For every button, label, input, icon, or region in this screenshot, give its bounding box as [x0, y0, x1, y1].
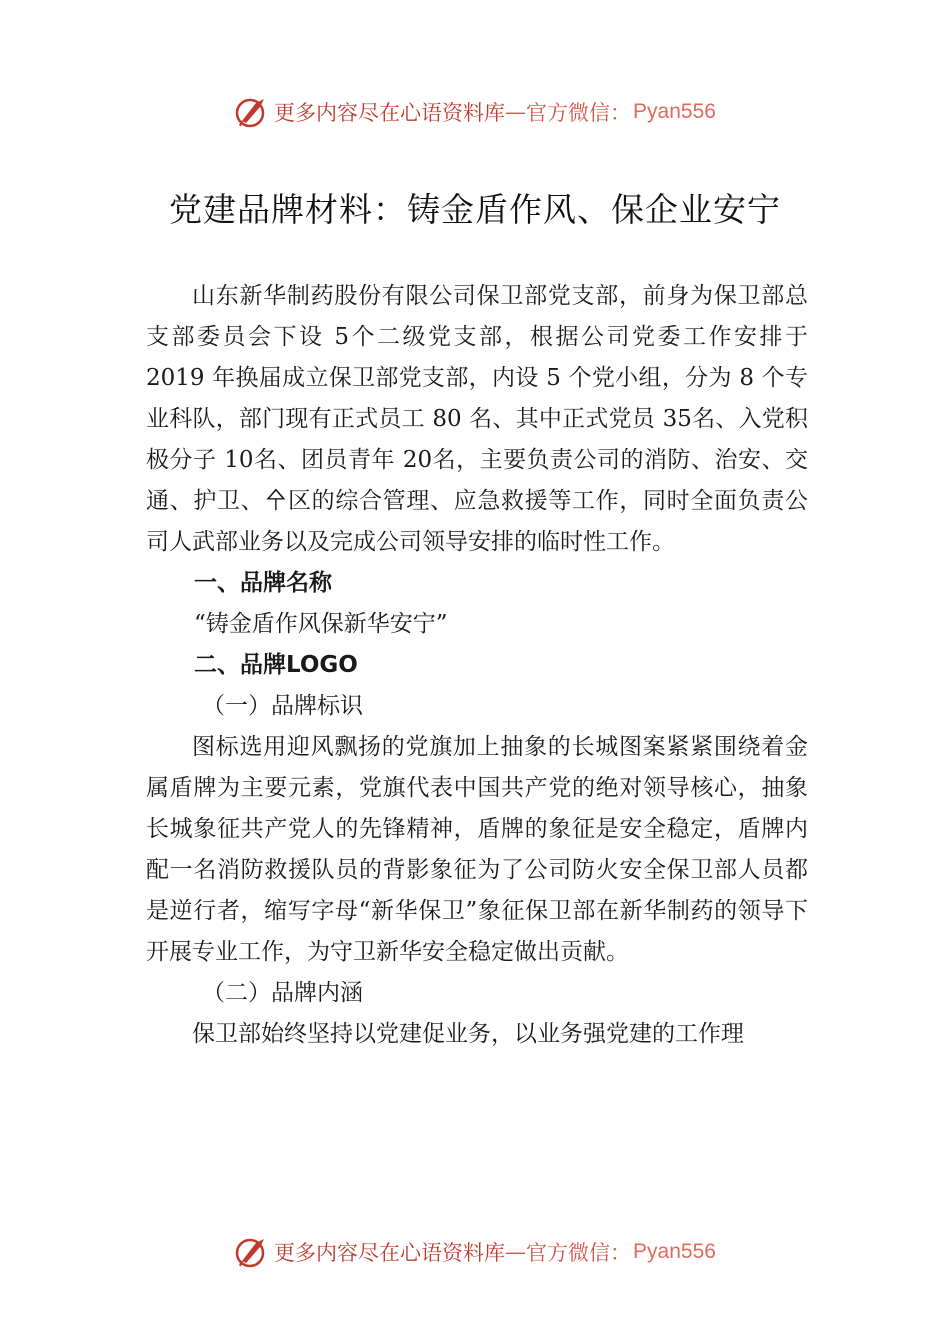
- intro-paragraph: 山东新华制药股份有限公司保卫部党支部，前身为保卫部总支部委员会下设 5个二级党支部，根据公司党委工作安排于 2019 年换届成立保卫部党支部，内设 5 个党小组，分为 8 个专业科队，部门现有正式员工 80 名、其中正式党员 35名、入党积极分子 10名、团员青年 20名，主要负责公司的消防、治安、交通、护卫、㐃区的综合管理、应急救援等工作，同时全面负责公司人武部业务以及完成公司领导安排的临时性工作。: [146, 283, 808, 555]
- footer-watermark: [0, 1232, 950, 1272]
- watermark-dash: —: [505, 1240, 527, 1264]
- quill-pen-logo-icon: [234, 1235, 270, 1269]
- sub2-heading: （二）品牌内涵: [202, 980, 363, 1006]
- sub1-heading: （一）品牌标识: [202, 693, 363, 719]
- watermark-id: Pyan556: [633, 100, 716, 123]
- watermark-label: 官方微信：: [526, 1241, 632, 1265]
- header-watermark: [0, 92, 950, 132]
- watermark-label: 官方微信：: [526, 101, 632, 125]
- sub1-paragraph: 图标选用迎风飘扬的党旗加上抽象的长城图案紧紧围绕着金属盾牌为主要元素，党旗代表中国共产党的绝对领导核心，抽象长城象征共产党人的先锋精神，盾牌的象征是安全稳定，盾牌内配一名消防救援队员的背影象征为了公司防火安全保卫部人员都是逆行者，缩写字母“新华保卫”象征保卫部在新华制药的领导下开展专业工作，为守卫新华安全稳定做出贡献。: [146, 734, 808, 965]
- watermark-id: Pyan556: [633, 1240, 716, 1263]
- watermark-text: 更多内容尽在心语资料库: [274, 1241, 506, 1265]
- watermark-text: 更多内容尽在心语资料库: [274, 101, 506, 125]
- watermark-dash: —: [505, 100, 527, 124]
- brand-name-quote: “铸金盾作风保新华安宁”: [194, 611, 448, 637]
- section2-heading: 二、品牌LOGO: [194, 652, 358, 678]
- document-body: [146, 276, 808, 1055]
- sub2-paragraph: 保卫部始终坚持以党建促业务，以业务强党建的工作理: [192, 1021, 744, 1047]
- quill-pen-logo-icon: [234, 95, 270, 129]
- section1-heading: 一、品牌名称: [194, 570, 332, 596]
- document-title: 党建品牌材料：铸金盾作风、保企业安宁: [169, 190, 781, 229]
